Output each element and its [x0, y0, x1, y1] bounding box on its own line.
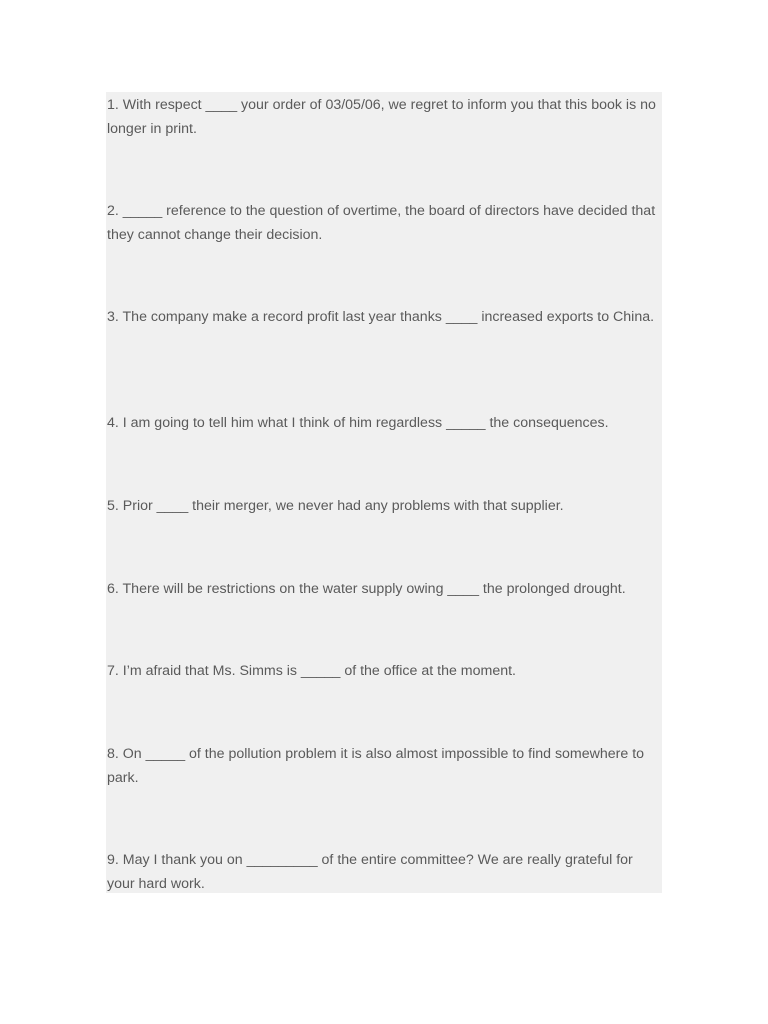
question-8: 8. On _____ of the pollution problem it is also almost impossible to find somewhere to park. [107, 746, 645, 786]
question-3: 3. The company make a record profit last year thanks ____ increased exports to China. [107, 309, 655, 325]
question-7: 7. I’m afraid that Ms. Simms is _____ of the office at the moment. [107, 663, 516, 679]
question-4: 4. I am going to tell him what I think of him regardless _____ the consequences. [107, 415, 609, 431]
question-5: 5. Prior ____ their merger, we never had any problems with that supplier. [107, 498, 564, 514]
question-6: 6. There will be restrictions on the water supply owing ____ the prolonged drought. [107, 581, 626, 597]
question-9: 9. May I thank you on _________ of the entire committee? We are really grateful for your hard work. [107, 852, 633, 892]
question-2: 2. _____ reference to the question of overtime, the board of directors have decided that they cannot change their decision. [107, 203, 656, 243]
question-1: 1. With respect ____ your order of 03/05/06, we regret to inform you that this book is no longer in print. [107, 97, 656, 137]
